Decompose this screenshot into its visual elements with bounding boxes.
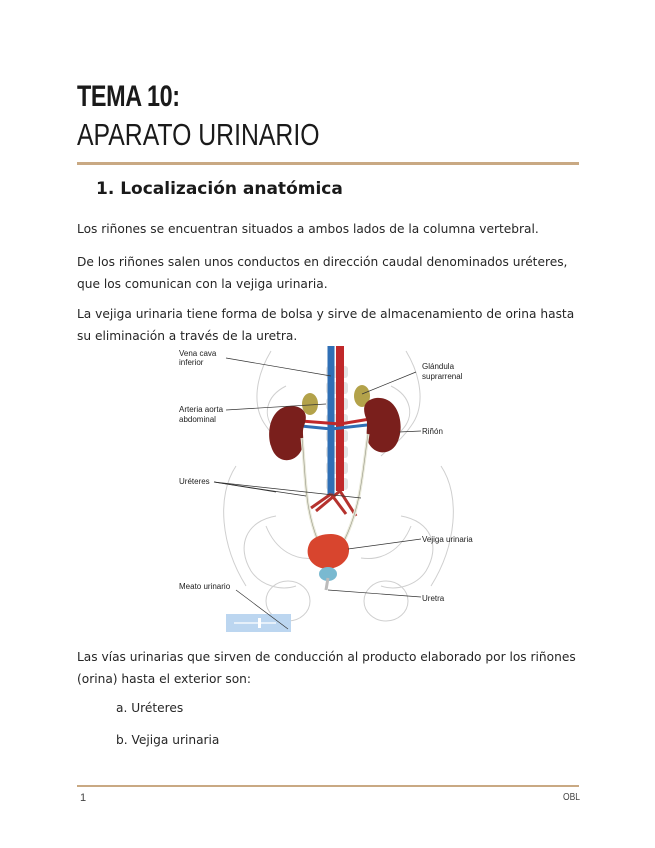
label-leaders xyxy=(214,358,421,629)
label-vena-cava-2: inferior xyxy=(179,358,204,367)
footer-divider xyxy=(77,785,579,787)
label-arteria-1: Arteria aorta xyxy=(179,405,224,414)
label-meato: Meato urinario xyxy=(179,582,231,591)
label-glandula-2: suprarrenal xyxy=(422,372,463,381)
list-item-ureteres: a. Uréteres xyxy=(116,701,184,715)
label-glandula-1: Glándula xyxy=(422,362,455,371)
adrenal-gland-left xyxy=(302,393,318,415)
urinary-system-figure xyxy=(176,346,476,638)
page-number: 1 xyxy=(80,792,87,804)
label-arteria-2: abdominal xyxy=(179,415,216,424)
title-line-2: APARATO URINARIO xyxy=(77,117,320,152)
ureter-left xyxy=(302,438,318,541)
paragraph-2: De los riñones salen unos conductos en dirección caudal denominados uréteres, que los comunican con la vejiga urinaria. xyxy=(77,255,568,291)
paragraph-1: Los riñones se encuentran situados a ambos lados de la columna vertebral. xyxy=(77,222,539,236)
bladder xyxy=(308,534,349,569)
label-uretra: Uretra xyxy=(422,594,445,603)
kidney-right xyxy=(364,398,401,452)
label-ureteres: Uréteres xyxy=(179,477,210,486)
label-rinon: Riñón xyxy=(422,427,443,436)
label-vejiga: Vejiga urinaria xyxy=(422,535,473,544)
footer-initials: OBL xyxy=(563,792,581,803)
title-divider xyxy=(77,162,579,165)
kidney-left xyxy=(269,406,306,460)
paragraph-3: La vejiga urinaria tiene forma de bolsa y sirve de almacenamiento de orina hasta su eliminación a través de la uretra. xyxy=(77,307,575,343)
list-item-vejiga: b. Vejiga urinaria xyxy=(116,733,220,747)
title-line-1: TEMA 10: xyxy=(77,80,180,113)
label-vena-cava-1: Vena cava xyxy=(179,349,217,358)
paragraph-4: Las vías urinarias que sirven de conducción al producto elaborado por los riñones (orina) hasta el exterior son: xyxy=(77,650,576,686)
section-heading: 1. Localización anatómica xyxy=(96,179,343,199)
